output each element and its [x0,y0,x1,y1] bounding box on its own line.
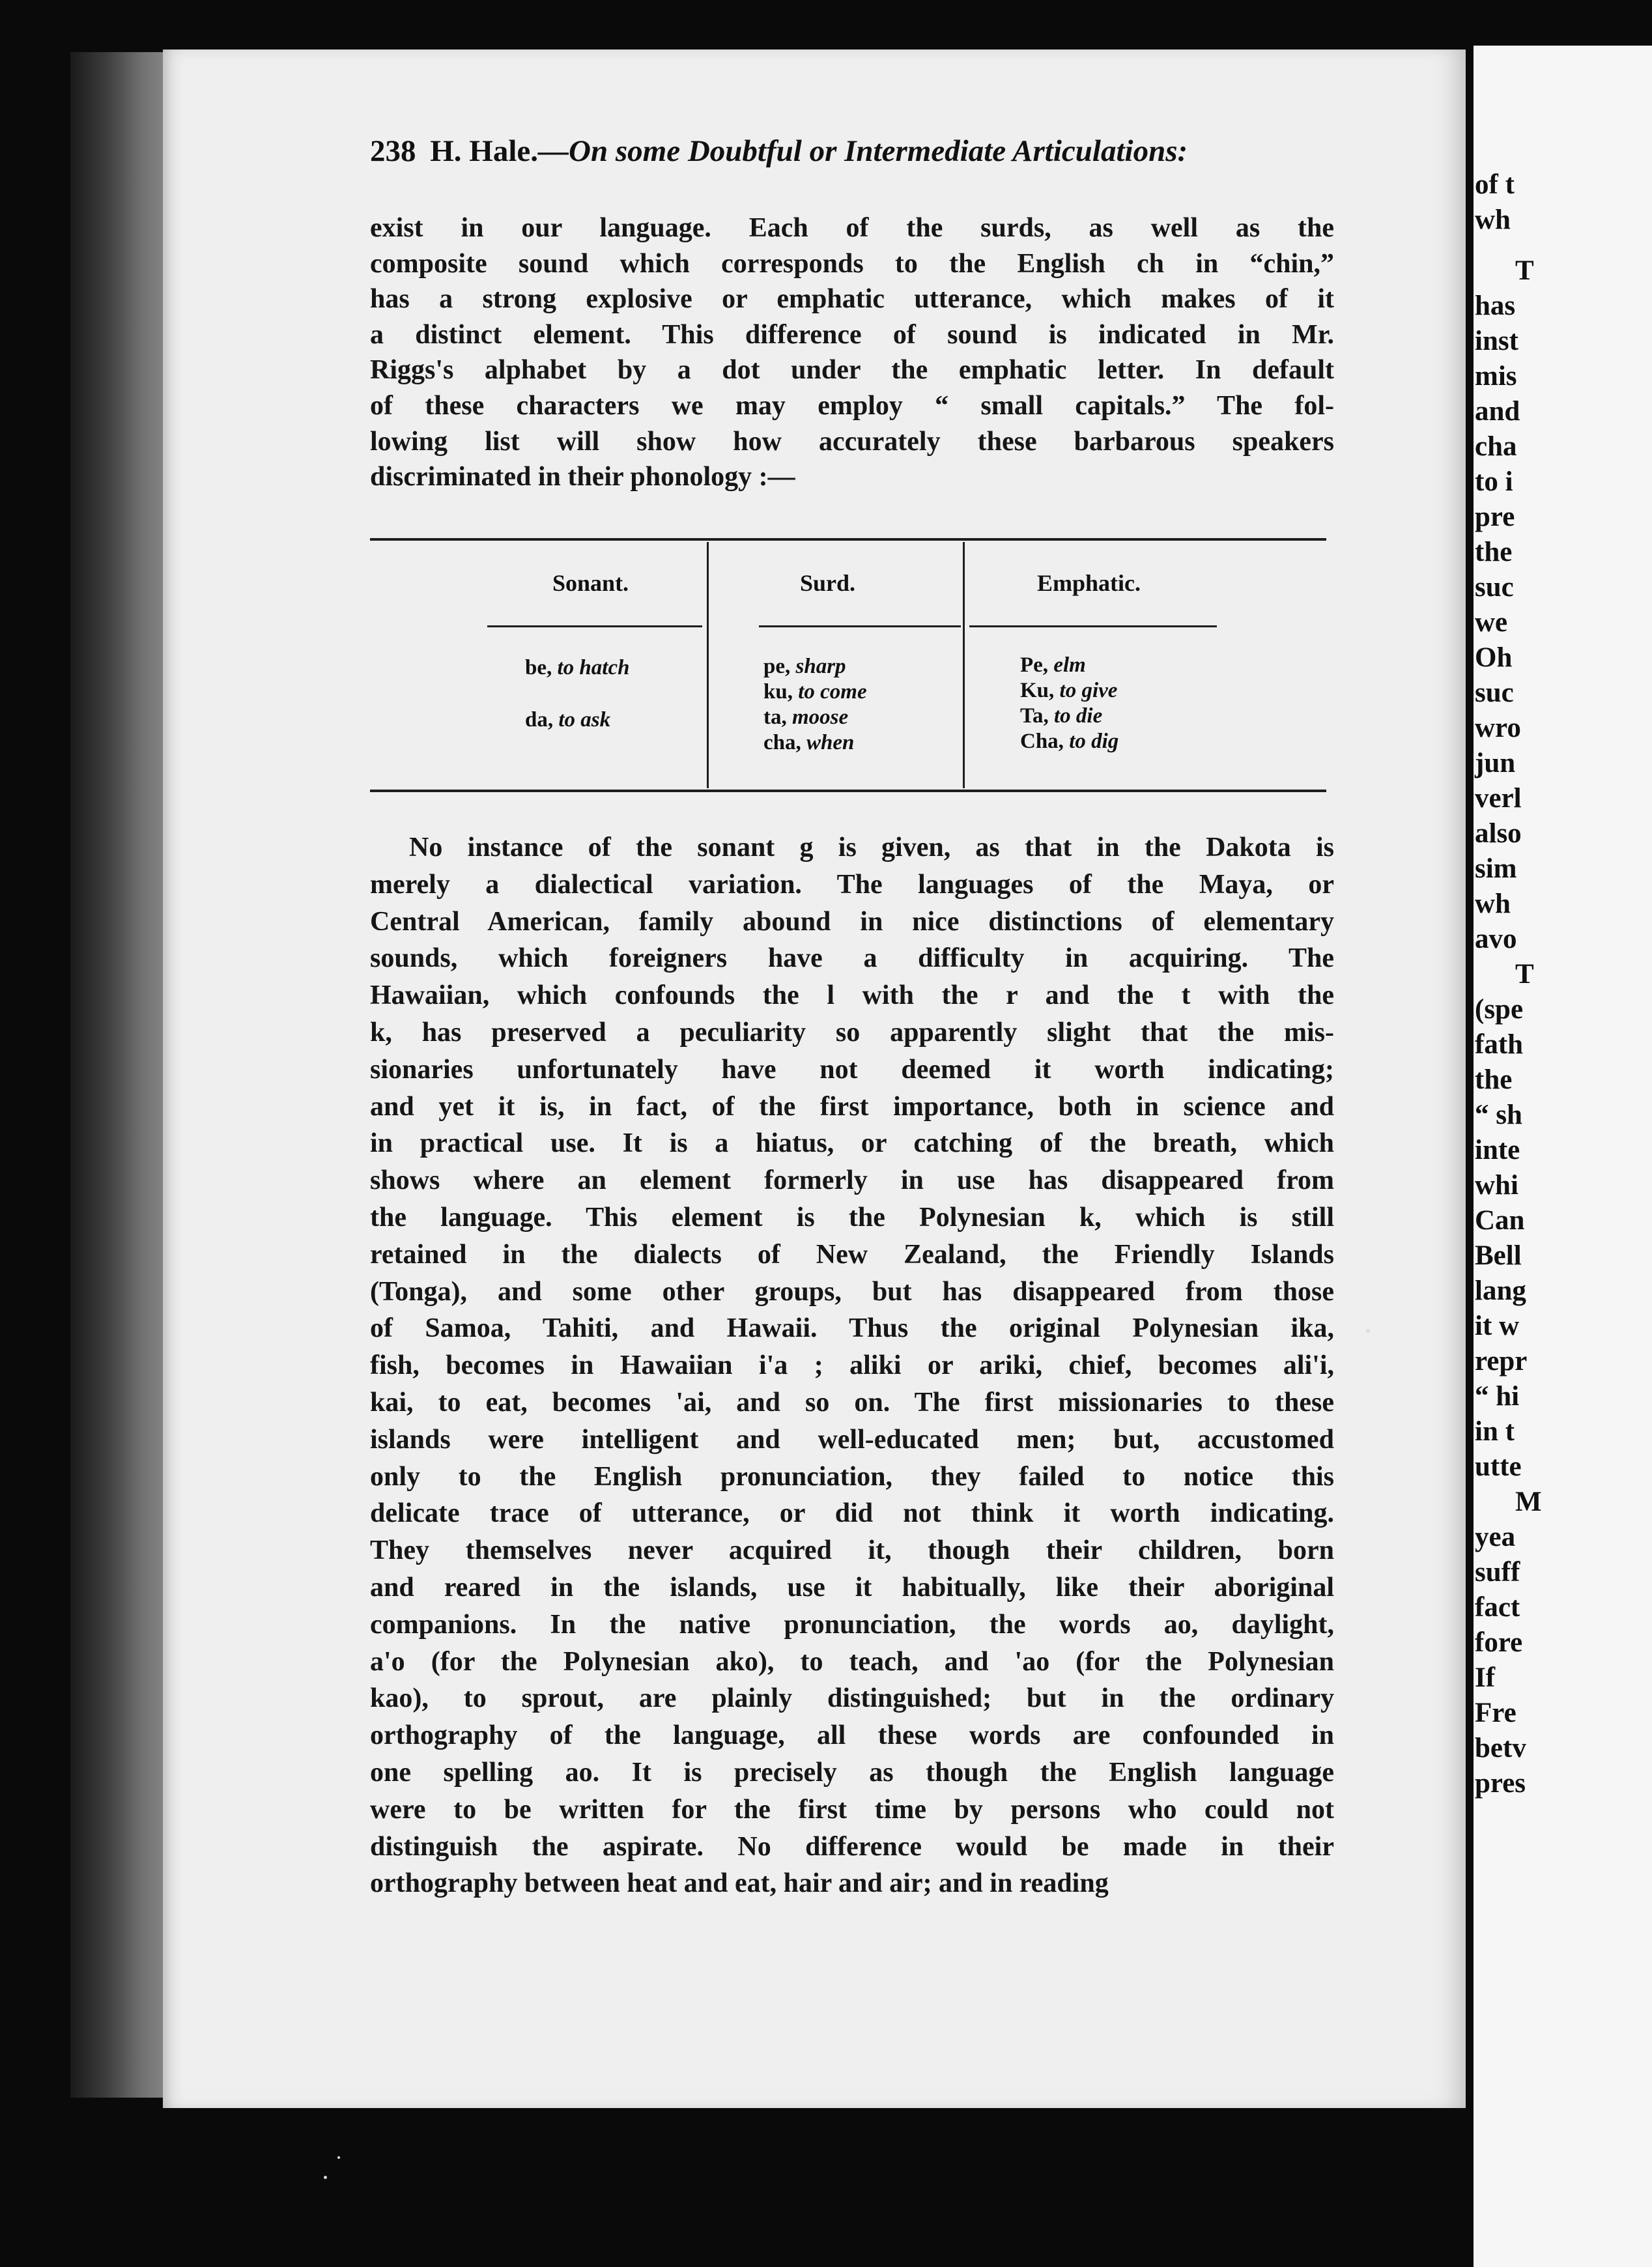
facing-page-line: T [1515,255,1534,286]
facing-page-line: avo [1475,924,1517,954]
facing-page-line: T [1515,959,1534,990]
facing-page-line: mis [1475,361,1517,392]
facing-page-line: fore [1475,1627,1523,1658]
text-line: kai, to eat, becomes 'ai, and so on. The first missionaries to these [370,1388,1334,1418]
facing-page-line: cha [1475,431,1517,462]
text-line: delicate trace of utterance, or did not think it worth indicating. [370,1498,1334,1529]
text-line: sounds, which foreigners have a difficulty in acquiring. The [370,943,1334,974]
facing-page-line: suc [1475,572,1514,603]
facing-page-line: wro [1475,713,1521,743]
text-line: a'o (for the Polynesian ako), to teach, and 'ao (for the Polynesian [370,1646,1334,1677]
facing-page-line: jun [1475,748,1516,778]
table-column-divider [707,542,709,788]
table-cell-emphatic [1020,654,1086,676]
table-cell-surd [763,681,867,703]
cell-gloss: sharp [795,655,846,678]
text-line: the language. This element is the Polynesian k, which is still [370,1203,1334,1233]
table-cell-emphatic [1020,730,1118,752]
table-header-rule [969,625,1217,627]
text-line: kao), to sprout, are plainly distinguished; but in the ordinary [370,1683,1334,1714]
cell-gloss: to ask [558,708,611,732]
cell-word: da, [525,708,559,732]
facing-page [1474,46,1652,2267]
text-line: only to the English pronunciation, they failed to notice this [370,1461,1334,1492]
text-line: No instance of the sonant g is given, as that in the Dakota is [409,833,1334,863]
text-line: exist in our language. Each of the surds, as well as the [370,213,1334,243]
text-line: were to be written for the first time by persons who could not [370,1794,1334,1825]
text-line: orthography of the language, all these words are confounded in [370,1720,1334,1751]
facing-page-line: Oh [1475,642,1513,673]
table-header-rule [759,625,961,627]
text-line: fish, becomes in Hawaiian i'a ; aliki or ariki, chief, becomes ali'i, [370,1350,1334,1381]
text-line: They themselves never acquired it, though their children, born [370,1535,1334,1566]
text-line: and yet it is, in fact, of the first importance, both in science and [370,1091,1334,1122]
text-line: islands were intelligent and well-educated men; but, accustomed [370,1424,1334,1455]
table-header-sonant: Sonant. [552,570,629,596]
facing-page-line: “ hi [1475,1381,1520,1412]
text-line: and reared in the islands, use it habitually, like their aboriginal [370,1573,1334,1603]
facing-page-line: and [1475,396,1520,427]
facing-page-line: fact [1475,1592,1520,1623]
facing-page-line: of t [1475,169,1515,200]
table-header-surd: Surd. [800,570,856,596]
cell-word: Ku, [1020,679,1060,702]
text-line: k, has preserved a peculiarity so apparently slight that the mis- [370,1018,1334,1048]
text-line: shows where an element formerly in use has disappeared from [370,1165,1334,1196]
cell-word: ku, [763,680,799,704]
text-line: Central American, family abound in nice distinctions of elementary [370,906,1334,937]
facing-page-line: suc [1475,677,1514,708]
text-line: in practical use. It is a hiatus, or catching of the breath, which [370,1128,1334,1159]
table-cell-surd [763,732,854,754]
text-line: Riggs's alphabet by a dot under the emphatic letter. In default [370,355,1334,386]
text-line: composite sound which corresponds to the English ch in “chin,” [370,248,1334,279]
text-line: a distinct element. This difference of sound is indicated in Mr. [370,319,1334,350]
facing-page-line: “ sh [1475,1100,1522,1130]
running-title: —On some Doubtful or Intermediate Articulations: [538,134,1188,168]
cell-gloss: to dig [1069,730,1119,753]
table-bottom-rule [370,790,1326,792]
facing-page-line: repr [1475,1346,1528,1376]
table-cell-emphatic [1020,679,1117,702]
facing-page-line: the [1475,537,1513,567]
facing-page-line: the [1475,1064,1513,1095]
page-number: 238 [370,134,416,168]
table-column-divider [963,542,965,788]
cell-gloss: to die [1053,704,1103,728]
text-line: companions. In the native pronunciation, the words ao, daylight, [370,1609,1334,1640]
facing-page-line: yea [1475,1522,1516,1552]
facing-page-line: If [1475,1662,1496,1693]
text-line: of these characters we may employ “ small capitals.” The fol- [370,391,1334,421]
facing-page-line: wh [1475,205,1511,235]
facing-page-line: suff [1475,1557,1520,1588]
facing-page-line: in t [1475,1416,1515,1447]
cell-gloss: to come [798,680,867,704]
cell-word: be, [525,656,558,679]
facing-page-line: utte [1475,1451,1522,1482]
text-line: Hawaiian, which confounds the l with the r and the t with the [370,980,1334,1011]
facing-page-line: also [1475,818,1522,849]
text-line: discriminated in their phonology :— [370,462,795,492]
facing-page-line: has [1475,291,1516,321]
table-cell-surd [763,655,846,677]
scan-speck [337,2156,340,2159]
facing-page-line: pre [1475,502,1515,532]
scan-speck [1366,1329,1370,1333]
facing-page-line: pres [1475,1768,1526,1799]
cell-gloss: to give [1059,679,1118,702]
facing-page-line: lang [1475,1276,1526,1306]
cell-word: cha, [763,731,806,754]
cell-word: Ta, [1020,704,1054,728]
facing-page-line: (spe [1475,994,1524,1025]
facing-page-line: we [1475,607,1508,638]
scan-speck [324,2176,327,2179]
text-line: retained in the dialects of New Zealand, the Friendly Islands [370,1239,1334,1270]
facing-page-line: verl [1475,783,1522,814]
table-cell-emphatic [1020,705,1102,727]
text-line: one spelling ao. It is precisely as though the English language [370,1758,1334,1788]
text-line: sionaries unfortunately have not deemed it worth indicating; [370,1054,1334,1085]
running-header [370,134,1341,173]
cell-gloss: to hatch [557,656,630,679]
facing-page-line: sim [1475,853,1517,884]
facing-page-line: Bell [1475,1240,1522,1271]
cell-word: ta, [763,706,792,729]
cell-word: Pe, [1020,653,1054,677]
text-line: (Tonga), and some other groups, but has disappeared from those [370,1276,1334,1307]
facing-page-line: fath [1475,1029,1524,1060]
cell-word: Cha, [1020,730,1070,753]
text-line: of Samoa, Tahiti, and Hawaii. Thus the original Polynesian ika, [370,1313,1334,1344]
table-header-emphatic: Emphatic. [1037,570,1141,596]
facing-page-line: M [1515,1487,1542,1517]
facing-page-line: Can [1475,1205,1525,1236]
cell-gloss: when [806,731,855,754]
table-header-rule [487,625,702,627]
cell-gloss: moose [792,706,849,729]
text-line: orthography between heat and eat, hair and air; and in reading [370,1868,1109,1899]
text-line: merely a dialectical variation. The languages of the Maya, or [370,869,1334,900]
text-line: distinguish the aspirate. No difference would be made in their [370,1831,1334,1862]
running-author: H. Hale. [430,134,539,168]
facing-page-line: inst [1475,326,1518,356]
facing-page-line: inte [1475,1135,1520,1165]
facing-page-line: Fre [1475,1698,1517,1728]
table-cell-sonant [525,709,610,731]
table-cell-surd [763,706,848,728]
facing-page-line: it w [1475,1311,1520,1341]
facing-page-line: betv [1475,1733,1526,1763]
facing-page-line: whi [1475,1170,1518,1201]
cell-gloss: elm [1053,653,1086,677]
facing-page-line: wh [1475,889,1511,919]
cell-word: pe, [763,655,796,678]
table-cell-sonant [525,657,629,679]
text-line: lowing list will show how accurately these barbarous speakers [370,426,1334,457]
facing-page-line: to i [1475,466,1513,497]
table-top-rule [370,538,1326,541]
text-line: has a strong explosive or emphatic utterance, which makes of it [370,284,1334,315]
